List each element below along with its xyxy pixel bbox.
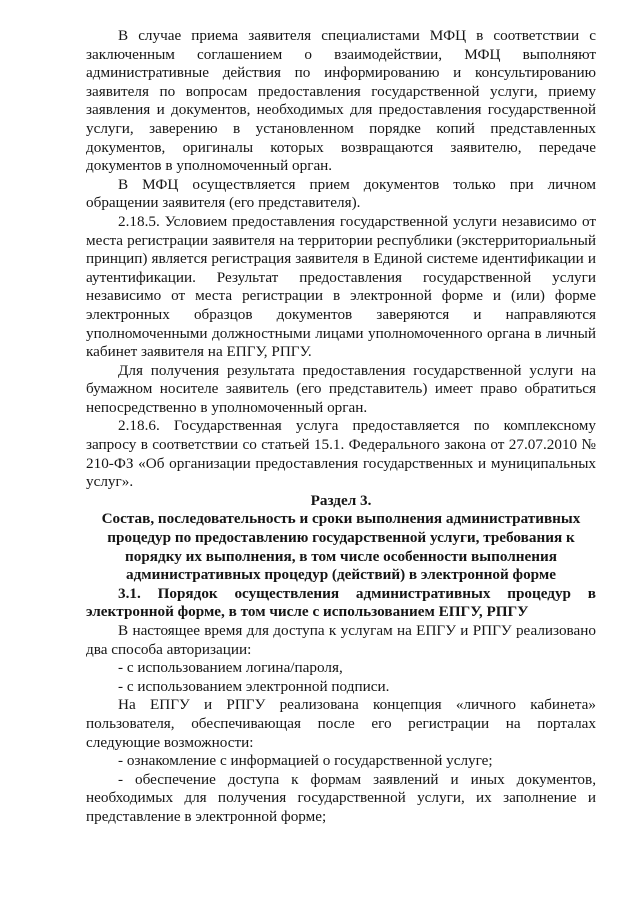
list-item-login: - с использованием логина/пароля, — [118, 659, 343, 677]
document-body — [86, 27, 596, 827]
paragraph-authorization: В настоящее время для доступа к услугам на ЕПГУ и РПГУ реализовано два способа авторизации: — [86, 622, 596, 658]
section-heading: Раздел 3. — [310, 491, 372, 509]
paragraph-paper-result: Для получения результата предоставления государственной услуги на бумажном носителе заявитель (его представитель) имеет право обратиться непосредственно в уполномоченный орган. — [86, 361, 596, 416]
paragraph-personal-cabinet: На ЕПГУ и РПГУ реализована концепция «личного кабинета» пользователя, обеспечивающая после его регистрации на порталах следующие возможности: — [86, 696, 596, 751]
paragraph-mfc-personal-visit: В МФЦ осуществляется прием документов только при личном обращении заявителя (его представителя). — [86, 175, 596, 212]
section-title: Состав, последовательность и сроки выполнения административных процедур по предоставлению государственной услуги, требования к порядку их выполнения, в том числе особенности выполнения административных процедур (действий) в электронной форме — [101, 510, 581, 584]
paragraph-mfc-reception: В случае приема заявителя специалистами МФЦ в соответствии с заключенным соглашением о взаимодействии, МФЦ выполняют административные действия по информированию и консультированию заявителя по вопросам предоставления государственной услуги, приему заявления и документов, необходимых для предоставления государственной услуги, заверению в установленном порядке копий представленных документов, оригиналы которых возвращаются заявителю, передаче документов в уполномоченный орган. — [86, 27, 596, 175]
list-item-info: - ознакомление с информацией о государственной услуге; — [118, 752, 493, 770]
subsection-heading: 3.1. Порядок осуществления административных процедур в электронной форме, в том числе с использованием ЕПГУ, РПГУ — [86, 584, 596, 621]
paragraph-2-18-6: 2.18.6. Государственная услуга предоставляется по комплексному запросу в соответствии со статьей 15.1. Федерального закона от 27.07.2010 № 210-ФЗ «Об организации предоставления государственных и муниципальных услуг». — [86, 417, 596, 491]
list-item-signature: - с использованием электронной подписи. — [118, 677, 390, 695]
list-item-forms-access: - обеспечение доступа к формам заявлений и иных документов, необходимых для получения государственной услуги, их заполнение и представление в электронной форме; — [86, 770, 596, 825]
paragraph-2-18-5: 2.18.5. Условием предоставления государственной услуги независимо от места регистрации заявителя на территории республики (экстерриториальный принцип) является регистрация заявителя в Единой системе идентификации и аутентификации. Результат предоставления государственной услуги независимо от места регистрации в электронной форме и (или) форме электронных образцов документов заверяются и направляются уполномоченными должностными лицами уполномоченного органа в личный кабинет заявителя на ЕПГУ, РПГУ. — [86, 212, 596, 361]
